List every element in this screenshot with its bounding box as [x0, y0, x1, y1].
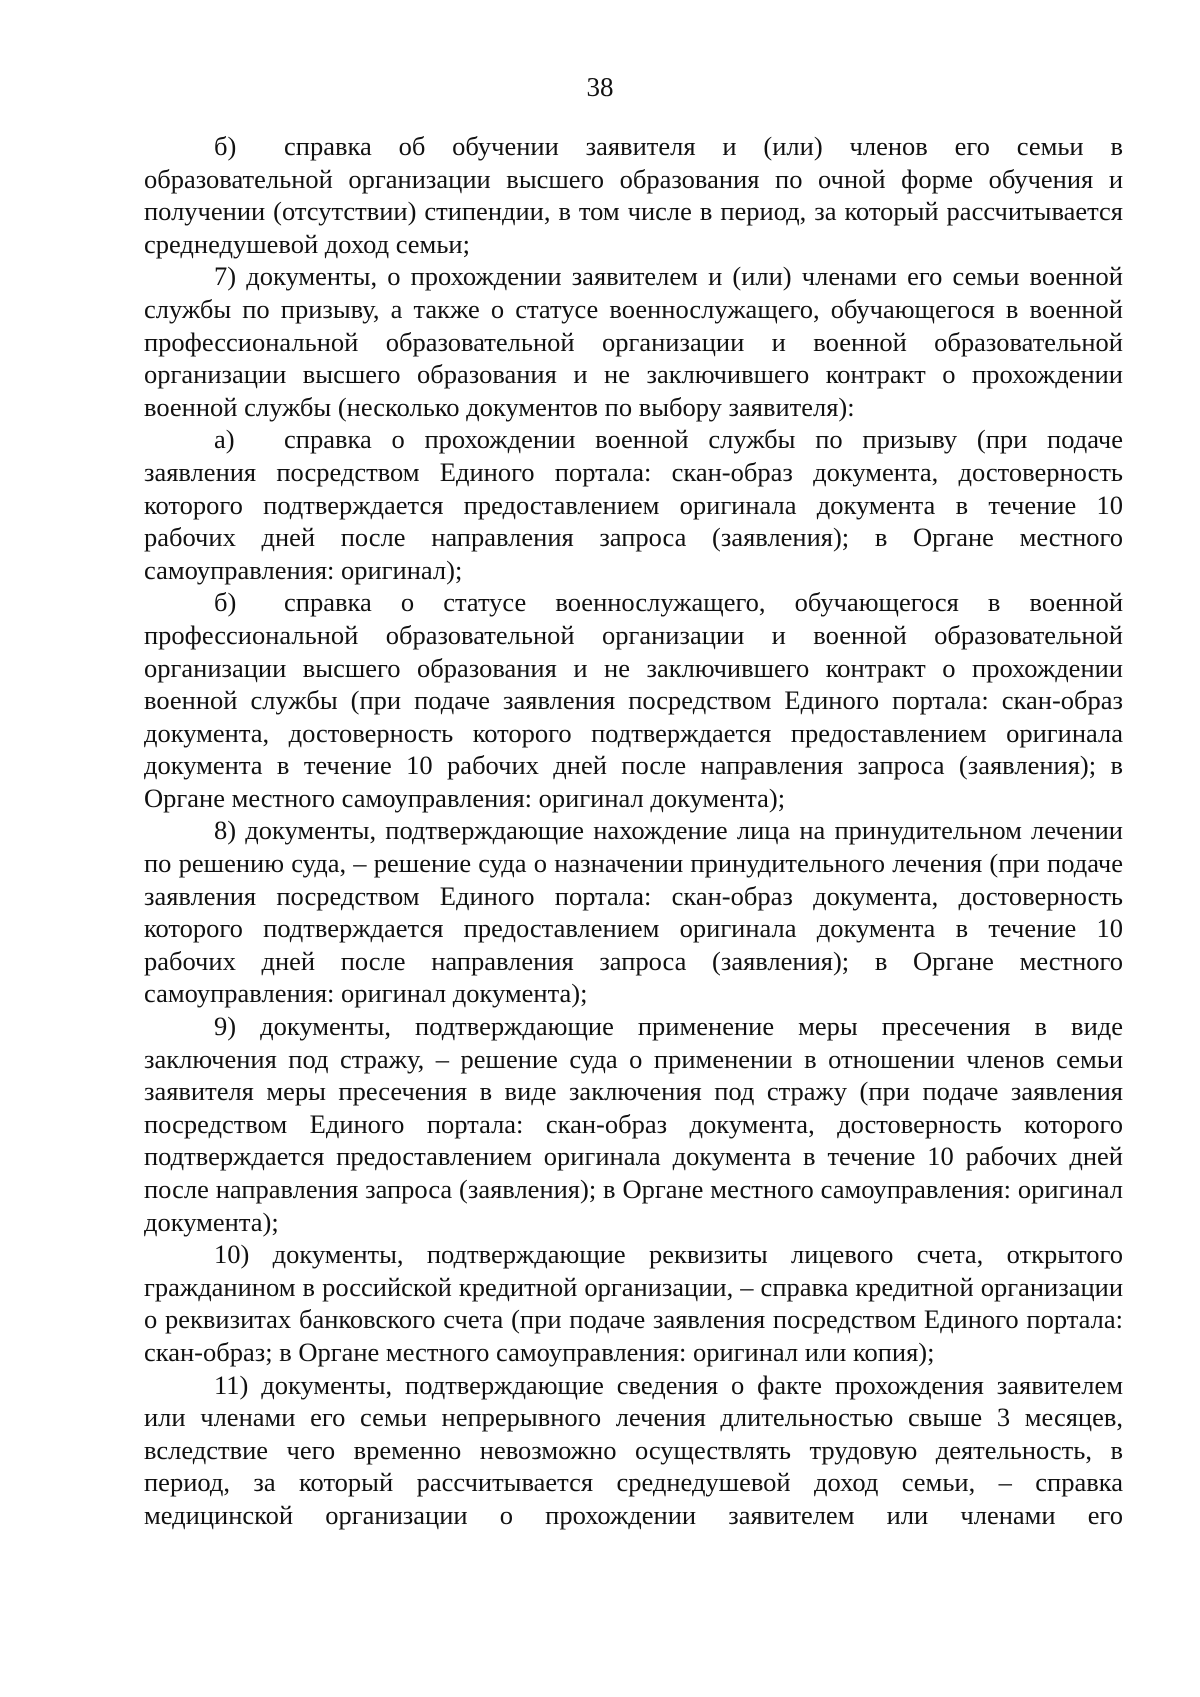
- paragraph-text: 11) документы, подтверждающие сведения о факте прохождения заявителем или членами его семьи непрерывного лечения длительностью свыше 3 месяцев, вследствие чего временно невозможно осуществлять трудовую деятельность, в период, за который рассчитывается среднедушевой доход семьи, – справка медицинской организации о прохождении заявителем или членами его: [144, 1369, 1123, 1530]
- paragraph-text: 9) документы, подтверждающие применение меры пресечения в виде заключения под стражу, – решение суда о применении в отношении членов семьи заявителя меры пресечения в виде заключения под стражу (при подаче заявления посредством Единого портала: скан-образ документа, достоверность которого подтверждается предоставлением оригинала документа в течение 10 рабочих дней после направления запроса (заявления); в Органе местного самоуправления: оригинал документа);: [144, 1011, 1123, 1237]
- paragraph-9-detention: [144, 1010, 1123, 1238]
- paragraph-b-serviceman-status: [144, 586, 1123, 814]
- page-number: 38: [586, 72, 614, 102]
- list-marker: а): [214, 424, 235, 455]
- paragraph-7-military-service: [144, 260, 1123, 423]
- paragraph-a-conscription-certificate: [144, 423, 1123, 586]
- paragraph-text: 10) документы, подтверждающие реквизиты лицевого счета, открытого гражданином в российской кредитной организации, – справка кредитной организации о реквизитах банковского счета (при подаче заявления посредством Единого портала: скан-образ; в Органе местного самоуправления: оригинал или копия);: [144, 1239, 1123, 1367]
- paragraph-11-medical-treatment: [144, 1369, 1123, 1532]
- paragraph-10-bank-account: [144, 1238, 1123, 1368]
- paragraph-text: справка об обучении заявителя и (или) членов его семьи в образовательной организации высшего образования по очной форме обучения и получении (отсутствии) стипендии, в том числе в период, за который рассчитывается среднедушевой доход семьи;: [144, 131, 1123, 259]
- list-marker: б): [214, 587, 237, 618]
- paragraph-text: справка о прохождении военной службы по призыву (при подаче заявления посредством Единого портала: скан-образ документа, достоверность которого подтверждается предоставлением оригинала документа в течение 10 рабочих дней после направления запроса (заявления); в Органе местного самоуправления: оригинал);: [144, 424, 1123, 585]
- paragraph-text: справка о статусе военнослужащего, обучающегося в военной профессиональной образовательной организации и военной образовательной организации высшего образования и не заключившего контракт о прохождении военной службы (при подаче заявления посредством Единого портала: скан-образ документа, достоверность которого подтверждается предоставлением оригинала документа в течение 10 рабочих дней после направления запроса (заявления); в Органе местного самоуправления: оригинал документа);: [144, 587, 1123, 813]
- document-body: [144, 130, 1123, 1532]
- paragraph-text: 7) документы, о прохождении заявителем и (или) членами его семьи военной службы по призыву, а также о статусе военнослужащего, обучающегося в военной профессиональной образовательной организации и военной образовательной организации высшего образования и не заключившего контракт о прохождении военной службы (несколько документов по выбору заявителя):: [144, 261, 1123, 422]
- paragraph-b-study-certificate: [144, 130, 1123, 260]
- paragraph-8-compulsory-treatment: [144, 814, 1123, 1010]
- list-marker: б): [214, 131, 237, 161]
- paragraph-text: 8) документы, подтверждающие нахождение лица на принудительном лечении по решению суда, – решение суда о назначении принудительного лечения (при подаче заявления посредством Единого портала: скан-образ документа, достоверность которого подтверждается предоставлением оригинала документа в течение 10 рабочих дней после направления запроса (заявления); в Органе местного самоуправления: оригинал документа);: [144, 815, 1123, 1009]
